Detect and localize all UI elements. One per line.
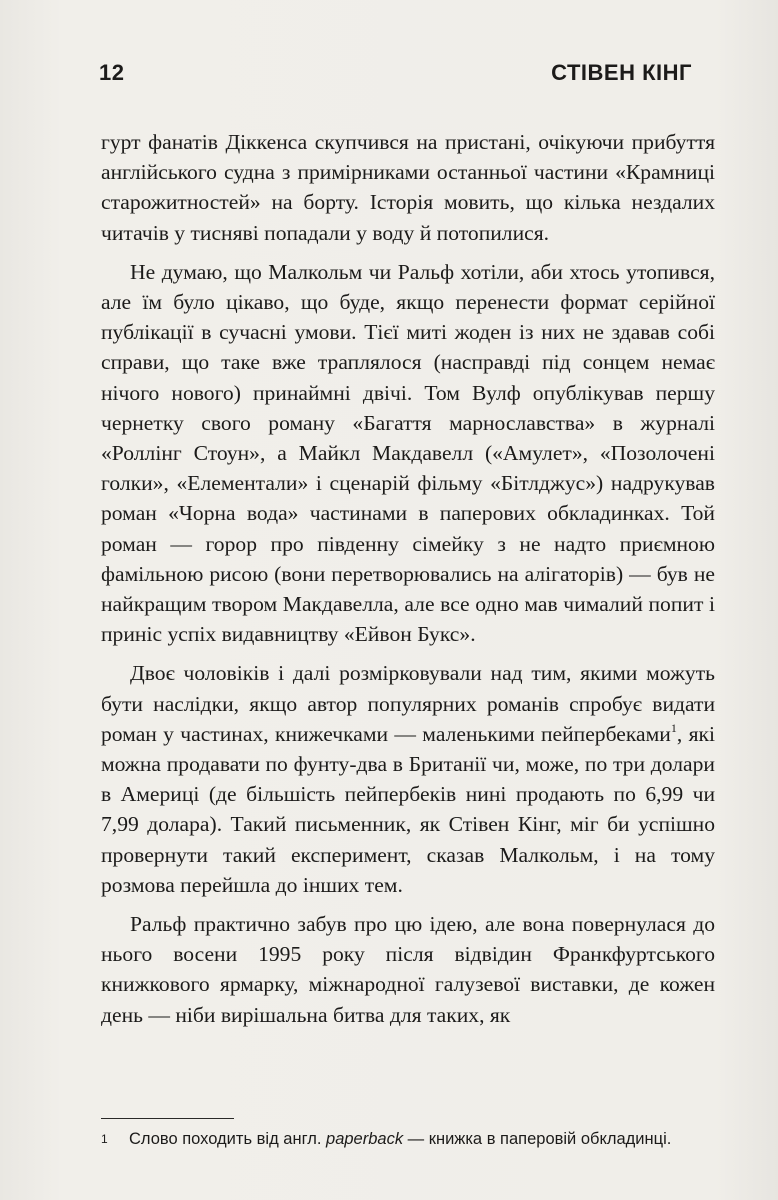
footnote-text-start: Слово походить від англ. <box>129 1130 327 1148</box>
footnote-mark: 1 <box>101 1132 108 1146</box>
paragraph: гурт фанатів Діккенса скупчився на пристані, очікуючи прибуття англійського судна з примірниками останньої частини «Крамниці старожитностей» на борту. Історія мовить, що кілька нездалих читачів у тисняві попадали у воду й потопилися. <box>101 130 715 245</box>
running-header <box>99 60 692 90</box>
paragraph <box>101 658 715 900</box>
footnote-italic-word: paperback <box>326 1130 404 1148</box>
page-number: 12 <box>99 60 125 85</box>
body-text <box>101 127 715 1030</box>
running-title: СТІВЕН КІНГ <box>551 60 692 85</box>
paragraph: Ральф практично забув про цю ідею, але вона повернулася до нього восени 1995 року після відвідин Франкфуртського книжкового ярмарку, міжнародної галузевої виставки, де кожен день — ніби вирішальна битва для таких, як <box>101 912 715 1027</box>
footnote-text-end: — книжка в паперовій обкладинці. <box>403 1130 672 1148</box>
footnote-divider <box>101 1118 234 1119</box>
footnote-reference[interactable]: 1 <box>670 720 677 735</box>
footnote-text <box>129 1128 671 1150</box>
paragraph: Не думаю, що Малкольм чи Ральф хотіли, аби хтось утопився, але їм було цікаво, що буде, якщо перенести формат серійної публікації в сучасні умови. Тієї миті жоден із них не здавав собі справи, що таке вже траплялося (насправді під сонцем немає нічого нового) принаймні двічі. Том Вулф опублікував першу чернетку свого роману «Багаття марнославства» в журналі «Роллінг Стоун», а Майкл Макдавелл («Амулет», «Позолочені голки», «Елементали» і сценарій фільму «Бітлджус») надрукував роман «Чорна вода» частинами в паперових обкладинках. Той роман — горор про південну сімейку з не надто приємною фамільною рисою (вони перетворювались на алігаторів) — був не найкращим твором Макдавелла, але все одно мав чималий попит і приніс успіх видавництву «Ейвон Букс». <box>101 259 715 647</box>
paragraph-text: Двоє чоловіків і далі розмірковували над тим, якими можуть бути наслідки, якщо автор популярних романів спробує видати роман у частинах, книжечками — маленькими пейпербеками <box>101 661 715 746</box>
paragraph-text: , які можна продавати по фунту-два в Британії чи, може, по три долари в Америці (де більшість пейпербеків нині продають по 6,99 чи 7,99 долара). Такий письменник, як Стівен Кінг, міг би успішно провернути такий експеримент, сказав Малкольм, і на тому розмова перейшла до інших тем. <box>101 721 715 897</box>
